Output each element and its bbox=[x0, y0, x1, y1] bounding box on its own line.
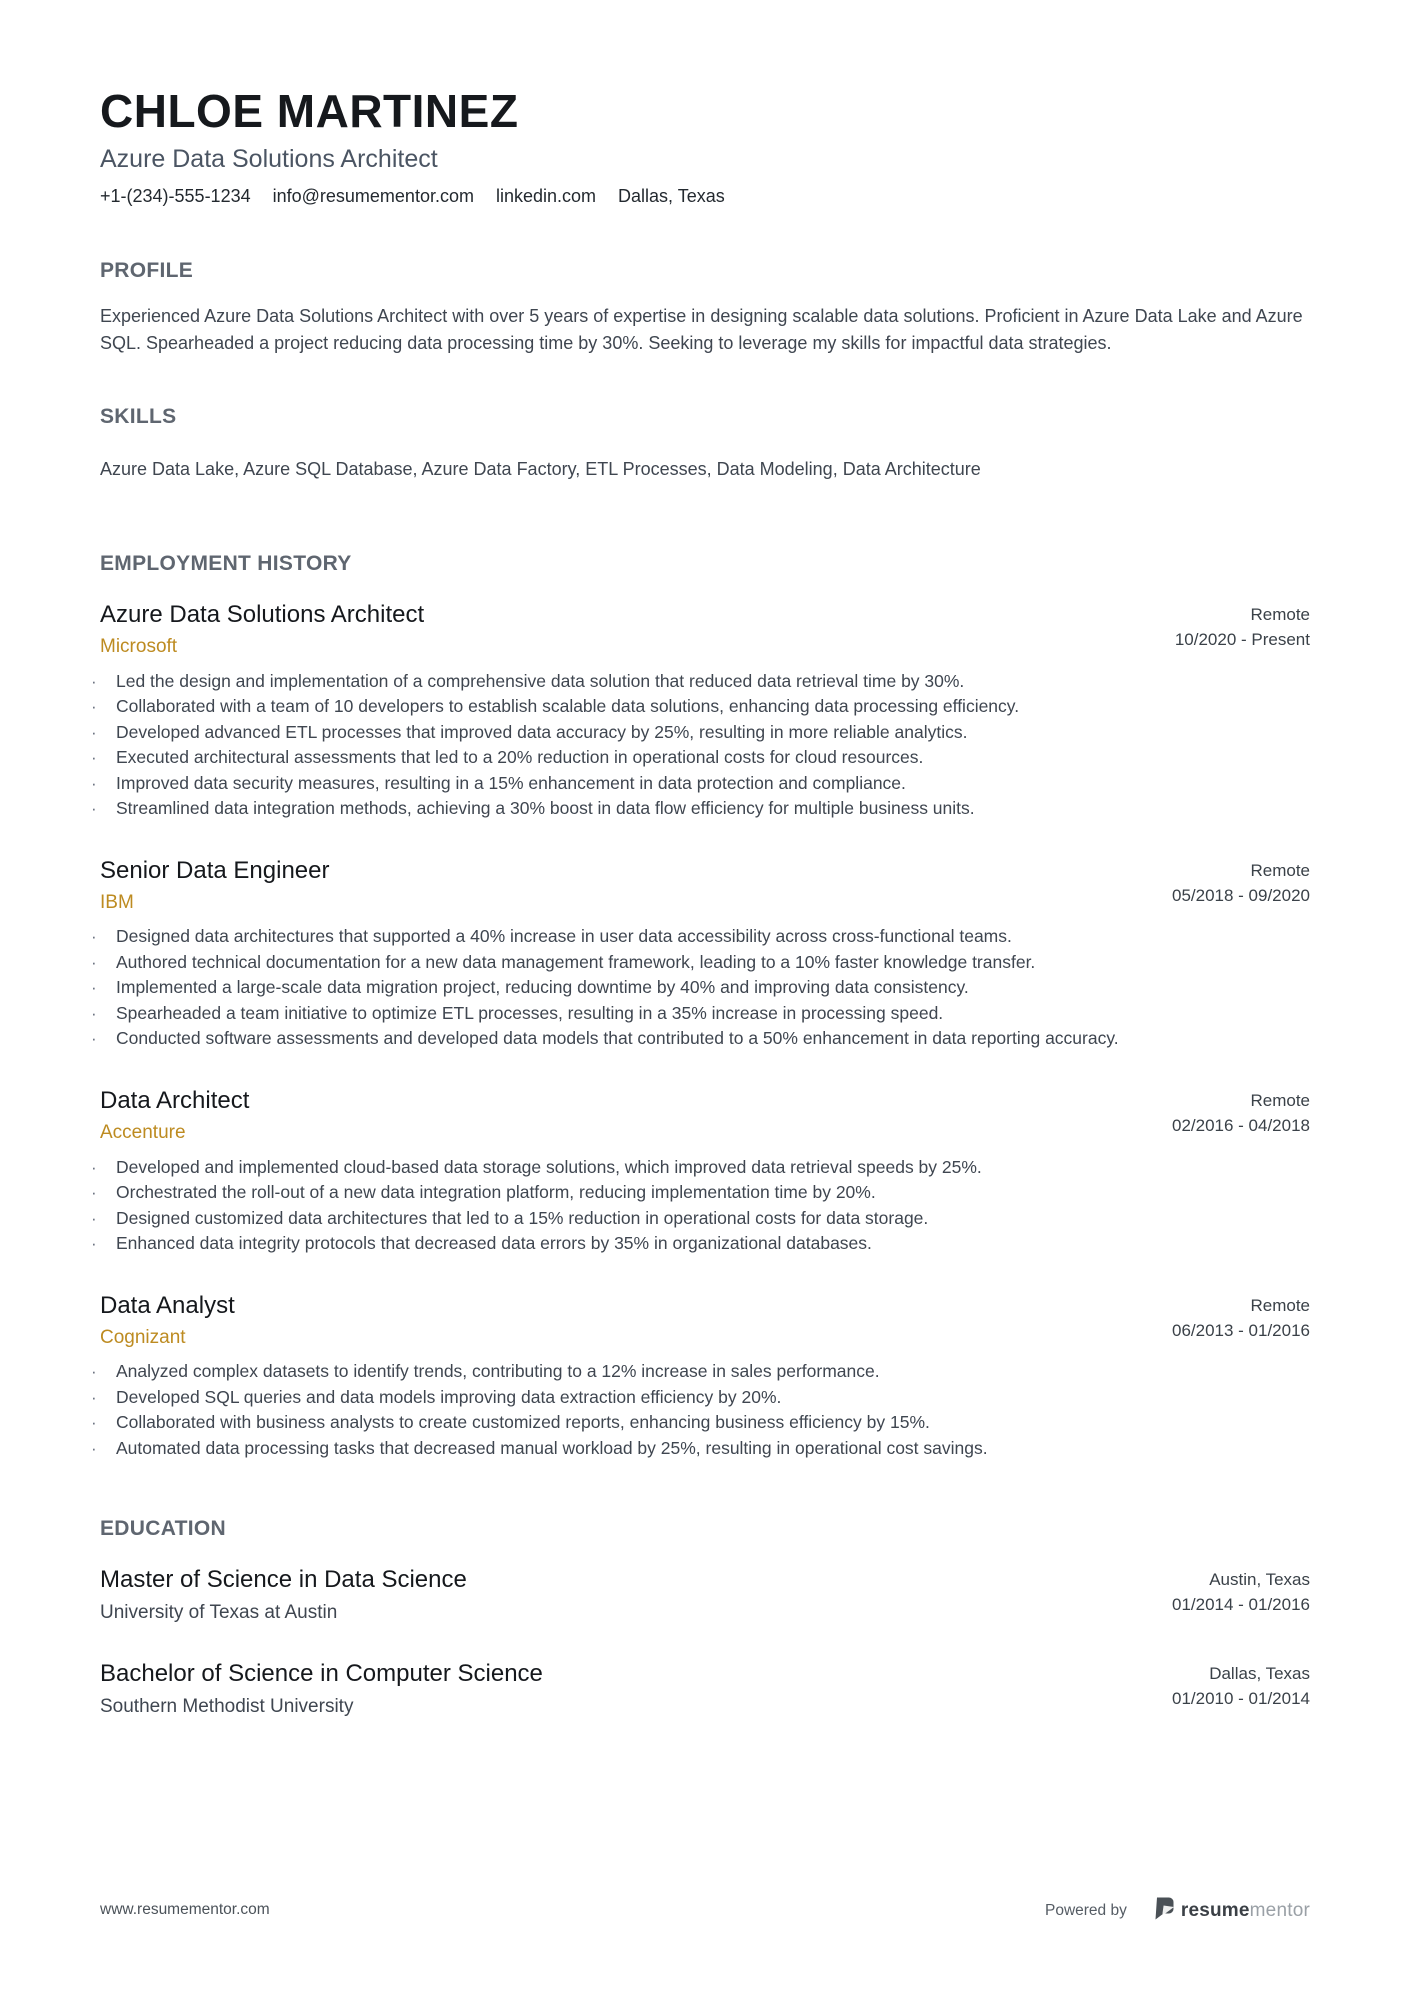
education-entry bbox=[100, 1565, 1310, 1625]
job-bullet: · Collaborated with business analysts to create customized reports, enhancing business efficiency by 15%. bbox=[89, 1410, 1279, 1436]
job-location: Remote bbox=[1250, 604, 1310, 624]
job-title: Senior Data Engineer bbox=[100, 856, 330, 884]
job-bullet: · Spearheaded a team initiative to optimize ETL processes, resulting in a 35% increase in processing speed. bbox=[89, 1001, 1279, 1027]
job-bullet: · Automated data processing tasks that decreased manual workload by 25%, resulting in operational cost savings. bbox=[89, 1436, 1279, 1462]
job-bullet: · Collaborated with a team of 10 developers to establish scalable data solutions, enhancing data processing efficiency. bbox=[89, 694, 1279, 720]
contact-linkedin: linkedin.com bbox=[495, 185, 597, 206]
job-bullet: · Designed data architectures that supported a 40% increase in user data accessibility across cross-functional teams. bbox=[89, 924, 1279, 950]
job-bullet: · Developed SQL queries and data models improving data extraction efficiency by 20%. bbox=[89, 1385, 1279, 1411]
candidate-name: CHLOE MARTINEZ bbox=[100, 85, 519, 137]
job-bullet: · Authored technical documentation for a new data management framework, leading to a 10% faster knowledge transfer. bbox=[89, 950, 1279, 976]
employment-heading: EMPLOYMENT HISTORY bbox=[100, 551, 352, 575]
job-location: Remote bbox=[1250, 860, 1310, 880]
education-dates: 01/2014 - 01/2016 bbox=[1171, 1595, 1310, 1615]
job-location: Remote bbox=[1250, 1295, 1310, 1315]
footer-site-link[interactable]: www.resumementor.com bbox=[100, 1901, 270, 1918]
contact-email: info@resumementor.com bbox=[272, 185, 474, 206]
job-company: Accenture bbox=[100, 1121, 186, 1143]
job-bullet: · Orchestrated the roll-out of a new data integration platform, reducing implementation time by 20%. bbox=[89, 1180, 1279, 1206]
job-bullet: · Developed and implemented cloud-based data storage solutions, which improved data retrieval speeds by 25%. bbox=[89, 1155, 1279, 1181]
education-degree: Master of Science in Data Science bbox=[100, 1566, 467, 1594]
education-school: University of Texas at Austin bbox=[100, 1602, 338, 1624]
skills-text: Azure Data Lake, Azure SQL Database, Azure Data Factory, ETL Processes, Data Modeling, Data Architecture bbox=[100, 458, 981, 479]
job-company: Microsoft bbox=[100, 635, 178, 657]
job-bullet: · Conducted software assessments and developed data models that contributed to a 50% enhancement in data reporting accuracy. bbox=[89, 1026, 1279, 1052]
job-company: IBM bbox=[100, 891, 134, 913]
job-bullets bbox=[89, 924, 1279, 1052]
job-bullet: · Developed advanced ETL processes that improved data accuracy by 25%, resulting in more reliable analytics. bbox=[89, 720, 1279, 746]
job-title: Data Analyst bbox=[100, 1291, 235, 1319]
job-entry bbox=[100, 1291, 1310, 1462]
job-title: Data Architect bbox=[100, 1086, 250, 1114]
job-bullet: · Designed customized data architectures that led to a 15% reduction in operational costs for data storage. bbox=[89, 1206, 1279, 1232]
contact-row bbox=[100, 186, 1310, 207]
job-bullet: · Analyzed complex datasets to identify trends, contributing to a 12% increase in sales performance. bbox=[89, 1359, 1279, 1385]
education-dates: 01/2010 - 01/2014 bbox=[1171, 1689, 1310, 1709]
job-bullets bbox=[89, 1359, 1279, 1461]
job-bullet: · Led the design and implementation of a comprehensive data solution that reduced data retrieval time by 30%. bbox=[89, 669, 1279, 695]
education-heading: EDUCATION bbox=[100, 1517, 226, 1541]
job-bullet: · Executed architectural assessments that led to a 20% reduction in operational costs for cloud resources. bbox=[89, 745, 1279, 771]
job-bullet: · Implemented a large-scale data migration project, reducing downtime by 40% and improving data consistency. bbox=[89, 975, 1279, 1001]
job-dates: 05/2018 - 09/2020 bbox=[1171, 885, 1310, 905]
contact-phone: +1-(234)-555-1234 bbox=[100, 185, 251, 206]
education-entry bbox=[100, 1659, 1310, 1719]
education-location: Dallas, Texas bbox=[1209, 1664, 1310, 1684]
job-location: Remote bbox=[1250, 1090, 1310, 1110]
job-company: Cognizant bbox=[100, 1326, 186, 1348]
profile-heading: PROFILE bbox=[100, 258, 194, 282]
job-entry bbox=[100, 856, 1310, 1052]
job-bullets bbox=[89, 1155, 1279, 1257]
powered-by-label: Powered by bbox=[1045, 1902, 1127, 1919]
job-bullet: · Enhanced data integrity protocols that decreased data errors by 35% in organizational databases. bbox=[89, 1231, 1279, 1257]
job-dates: 02/2016 - 04/2018 bbox=[1171, 1115, 1310, 1135]
education-location: Austin, Texas bbox=[1209, 1570, 1310, 1590]
job-bullets bbox=[89, 669, 1279, 822]
job-entry bbox=[100, 600, 1310, 822]
job-title: Azure Data Solutions Architect bbox=[100, 600, 425, 628]
candidate-title: Azure Data Solutions Architect bbox=[100, 144, 438, 173]
job-bullet: · Improved data security measures, resulting in a 15% enhancement in data protection and compliance. bbox=[89, 771, 1279, 797]
brand-wordmark: resumementor bbox=[1180, 1900, 1310, 1921]
contact-location: Dallas, Texas bbox=[618, 185, 725, 206]
job-dates: 06/2013 - 01/2016 bbox=[1171, 1320, 1310, 1340]
job-bullet: · Streamlined data integration methods, achieving a 30% boost in data flow efficiency for multiple business units. bbox=[89, 796, 1279, 822]
skills-heading: SKILLS bbox=[100, 404, 177, 428]
education-school: Southern Methodist University bbox=[100, 1696, 354, 1718]
resumementor-logo-icon bbox=[1153, 1897, 1174, 1925]
job-entry bbox=[100, 1086, 1310, 1257]
job-dates: 10/2020 - Present bbox=[1174, 629, 1310, 649]
education-degree: Bachelor of Science in Computer Science bbox=[100, 1660, 543, 1688]
footer-brand[interactable] bbox=[1045, 1897, 1310, 1925]
profile-text: Experienced Azure Data Solutions Architect with over 5 years of expertise in designing scalable data solutions. Proficient in Azure Data Lake and Azure SQL. Spearheaded a project reducing data processing time by 30%. Seeking to leverage my skills for impactful data strategies. bbox=[100, 305, 1303, 353]
